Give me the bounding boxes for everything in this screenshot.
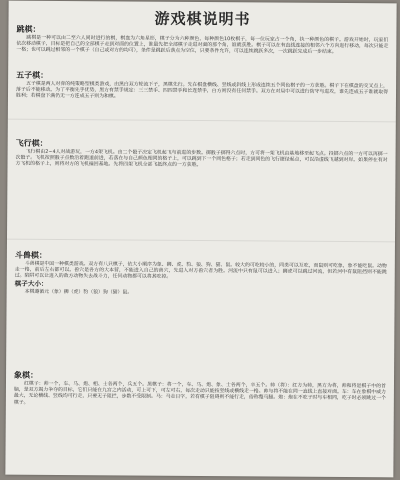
paper-fold-line — [8, 119, 396, 123]
section-body: 五子棋是两人对弈的纯策略型棋类游戏，由黑白双方轮流下子，黑棋先行。先在棋盘横线、竖线或斜线上形成连续五个同色棋子的一方获胜。棋子下在棋盘的交叉点上，落子后不能移动。为了平衡先手优势，黑方有禁手规定：三三禁手、四四禁手和长连禁手，白方则没有任何禁手。双方在对局中可以进行防守与进攻，谁先连成五子谁就取得胜利；若棋盘下满仍无一方连成五子则为和棋。 — [15, 80, 389, 100]
section-body: 跳棋是一种可以由二至六人同时进行的棋，棋盘为六角星形，棋子分为六种颜色，每种颜色10枚棋子，每一位玩家占一个角，执一种颜色的棋子。游戏开始时，玩家们依次移动棋子，目标是把自己的全部棋子走到对面的位置上，谁最先把全部棋子走进对面的那个角，谁就获胜。棋子可以在有直线连接的相邻六个方向进行移动，每次只能走一格；也可以跳过相邻的一个棋子（自己或对方的均可），条件是跳跃后落点为空位，只要条件允许，可以连续跳跃多次，一次跳跃完成后一步结束。 — [16, 34, 389, 56]
section-heading: 五子棋： — [16, 70, 49, 80]
section-heading: 跳棋： — [16, 24, 41, 34]
section-gomoku — [16, 71, 388, 102]
paper-fold-line — [7, 239, 395, 243]
instruction-sheet — [5, 1, 396, 478]
piece-rank-heading: 棋子大小： — [14, 279, 48, 288]
section-body: 斗兽棋是中国一种棋类游戏。双方有八只棋子，依大小顺序为象、狮、虎、豹、狼、狗、猫、鼠。较大的可吃较小的，同类可以互吃，而鼠则可吃象，象不能吃鼠。动物走一格，前后左右都可以。兽穴是各方的大本营，不能进入自己的兽穴，先进入对方兽穴者为胜。河流中只有鼠可以进入；狮虎可以跳过河流，但若河中有鼠阻挡则不能跳过。陷阱可以让进入的敌方动物失去战斗力，任何动物都可以将其吃掉。 — [14, 260, 387, 281]
section-heading: 象棋： — [14, 370, 39, 380]
section-checkers — [16, 25, 388, 56]
section-aeroplane-chess — [15, 139, 387, 170]
section-heading: 斗兽棋： — [14, 250, 47, 260]
section-body: 飞行棋由2~4人对战游玩，一方4架飞机。由二个骰子决定飞机起飞与前进的步数。掷骰子掷得六点时，方可将一架飞机由基地移至起飞点。投掷六点的一方可以再掷一次骰子。飞机按照骰子点数沿着跑道前进，若落在与自己颜色相同的格子上，可以跳到下一个同色格子；若走到同色的飞行捷径起点，可以沿虚线飞越到对岸。如果停在有对方飞机的格子上，则将对方的飞机撞回基地。先将四架飞机全部飞抵终点的一方获胜。 — [15, 148, 388, 169]
piece-rank-body: 本棋遵循元（象）狮（虎）豹（狼）狗（猫）鼠。 — [24, 288, 133, 296]
document-title: 游戏棋说明书 — [154, 9, 251, 29]
section-heading: 飞行棋： — [15, 138, 48, 148]
section-animal-chess — [15, 251, 387, 297]
section-body: 红棋子：帅一个，车、马、炮、相、士各两个，兵五个。黑棋子：将一个，车、马、炮、象、士各两个，卒五个。帅（将）：红方为帅，黑方为将，帅和将是棋子中的首脑，是双方竭力争夺的目标，它们只能在九宫之内活动，可上可下，可左可右，每次走动只能按竖线或横线走一格。帅与将不能在同一直线上直接对面。车：车在象棋中威力最大，无论横线、竖线均可行走，只要无子阻拦，步数不受限制。马：马走日字，若有棋子阻碍则不能行走，俗称蹩马腿。炮：炮在不吃子时与车相同，吃子时必须跳过一个棋子。 — [13, 380, 386, 406]
section-xiangqi — [14, 371, 386, 408]
